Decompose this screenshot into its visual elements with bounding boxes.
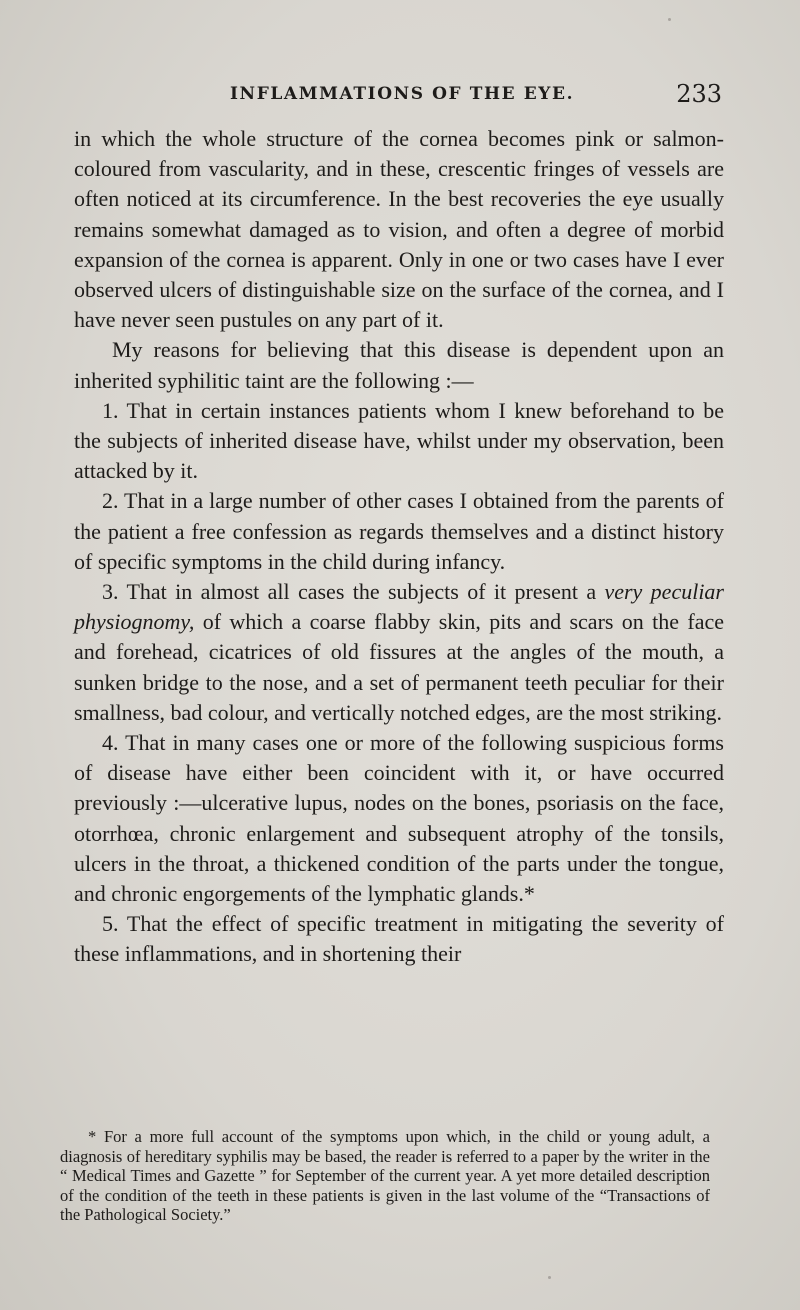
paragraph-continuation: in which the whole structure of the cornea becomes pink or salmon-coloured from vascularity, and in these, crescentic fringes of vessels are often noticed at its circumference. In the best recoveries the eye usually remains somewhat damaged as to vision, and often a degree of morbid expansion of the cornea is apparent. Only in one or two cases have I ever observed ulcers of distinguishable size on the surface of the cornea, and I have never seen pustules on any part of it. [74,126,724,333]
reason-item-3-end: of which a coarse flabby skin, pits and scars on the face and forehead, cicatrices of old fissures at the angles of the mouth, a sunken bridge to the nose, and a set of permanent teeth peculiar for their smallness, bad colour, and vertically notched edges, are the most striking. [74,609,724,725]
footnote: * For a more full account of the symptoms upon which, in the child or young adult, a diagnosis of hereditary syphilis may be based, the reader is referred to a paper by the writer in the “ Medical Times and Gazette ” for September of the current year. A yet more detailed description of the condition of the teeth in these patients is given in the last volume of the “Transactions of the Pathological Society.” [60,1127,710,1224]
reason-item-3-start: 3. That in almost all cases the subjects of it present a [102,579,605,605]
paragraph-reasons: My reasons for believing that this disease is dependent upon an inherited syphilitic taint are the following :— [74,337,724,393]
reason-item-3-emphasis: very peculiar physiognomy, [74,579,724,635]
reason-item-1: 1. That in certain instances patients whom I knew beforehand to be the subjects of inherited disease have, whilst under my observation, been attacked by it. [74,397,724,484]
page-number: 233 [676,80,722,108]
page-header [0,80,800,114]
paper-speck [548,1276,551,1279]
reason-item-2: 2. That in a large number of other cases I obtained from the parents of the patient a free confession as regards themselves and a distinct history of specific symptoms in the child during infancy. [74,488,724,574]
body-text [74,124,724,970]
reason-item-5: 5. That the effect of specific treatment in mitigating the severity of these inflammations, and in shortening their [74,911,724,967]
running-head: INFLAMMATIONS OF THE EYE. [230,84,575,104]
reason-item-4: 4. That in many cases one or more of the following suspicious forms of disease have either been coincident with it, or have occurred previously :—ulcerative lupus, nodes on the bones, psoriasis on the face, otorrhœa, chronic enlargement and subsequent atrophy of the tonsils, ulcers in the throat, a thickened condition of the parts under the tongue, and chronic engorgements of the lymphatic glands.* [74,730,724,907]
reason-item-3 [74,577,724,728]
paper-speck [668,18,671,21]
